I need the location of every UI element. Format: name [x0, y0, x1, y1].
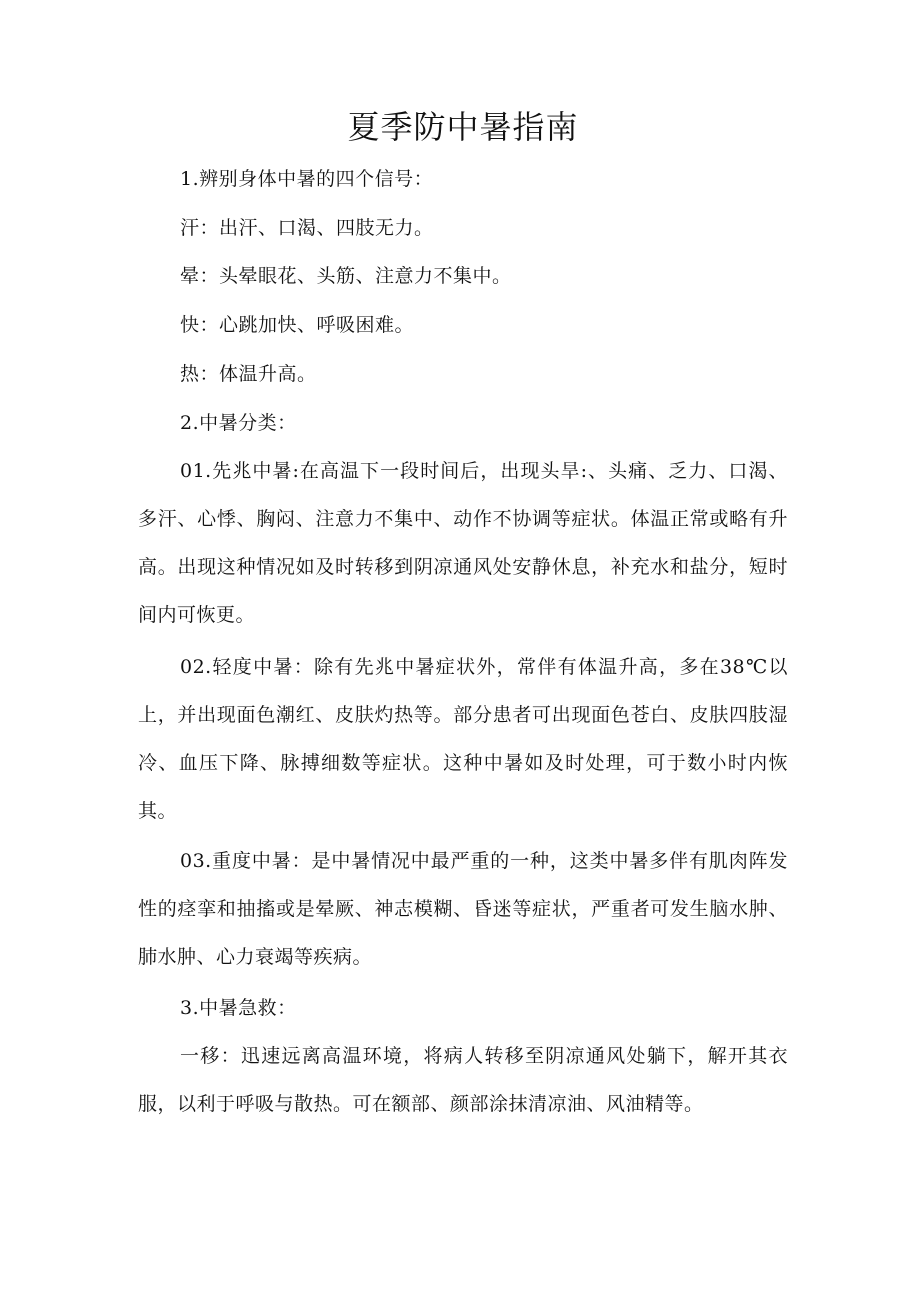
- paragraph-fast: 快：心跳加快、呼吸困难。: [180, 314, 415, 336]
- paragraph-severe: 03.重度中暑：是中暑情况中最严重的一种，这类中暑多伴有肌肉阵发性的痉挛和抽搐或是晕厥、神志模糊、昏迷等症状，严重者可发生脑水肿、肺水肿、心力衰竭等疾病。: [138, 850, 788, 968]
- paragraph-prodromal: 01.先兆中暑:在高温下一段时间后，出现头旱:、头痛、乏力、口渴、多汗、心悸、胸闷、注意力不集中、动作不协调等症状。体温正常或略有升高。出现这种情况如及时转移到阴凉通风处安静休息，补充水和盐分，短时间内可恢更。: [138, 460, 788, 626]
- section-heading-signals: 1.辨别身体中暑的四个信号：: [180, 168, 434, 190]
- section-heading-first-aid: 3.中暑急救：: [180, 997, 297, 1019]
- paragraph-move: 一移：迅速远离高温环境，将病人转移至阴凉通风处躺下，解开其衣服，以利于呼吸与散热。可在额部、颜部涂抹清凉油、风油精等。: [138, 1045, 788, 1115]
- section-heading-classification: 2.中暑分类：: [180, 412, 297, 434]
- paragraph-heat: 热：体温升高。: [180, 363, 317, 385]
- paragraph-sweat: 汗：出汗、口渴、四肢无力。: [180, 217, 434, 239]
- paragraph-dizzy: 晕：头晕眼花、头筋、注意力不集中。: [180, 265, 512, 287]
- paragraph-mild: 02.轻度中暑：除有先兆中暑症状外，常伴有体温升高，多在38℃以上，并出现面色潮红、皮肤灼热等。部分患者可出现面色苍白、皮肤四肢湿冷、血压下降、脉搏细数等症状。这种中暑如及时处理，可于数小时内恢其。: [138, 656, 788, 822]
- document-title: 夏季防中暑指南: [347, 108, 579, 146]
